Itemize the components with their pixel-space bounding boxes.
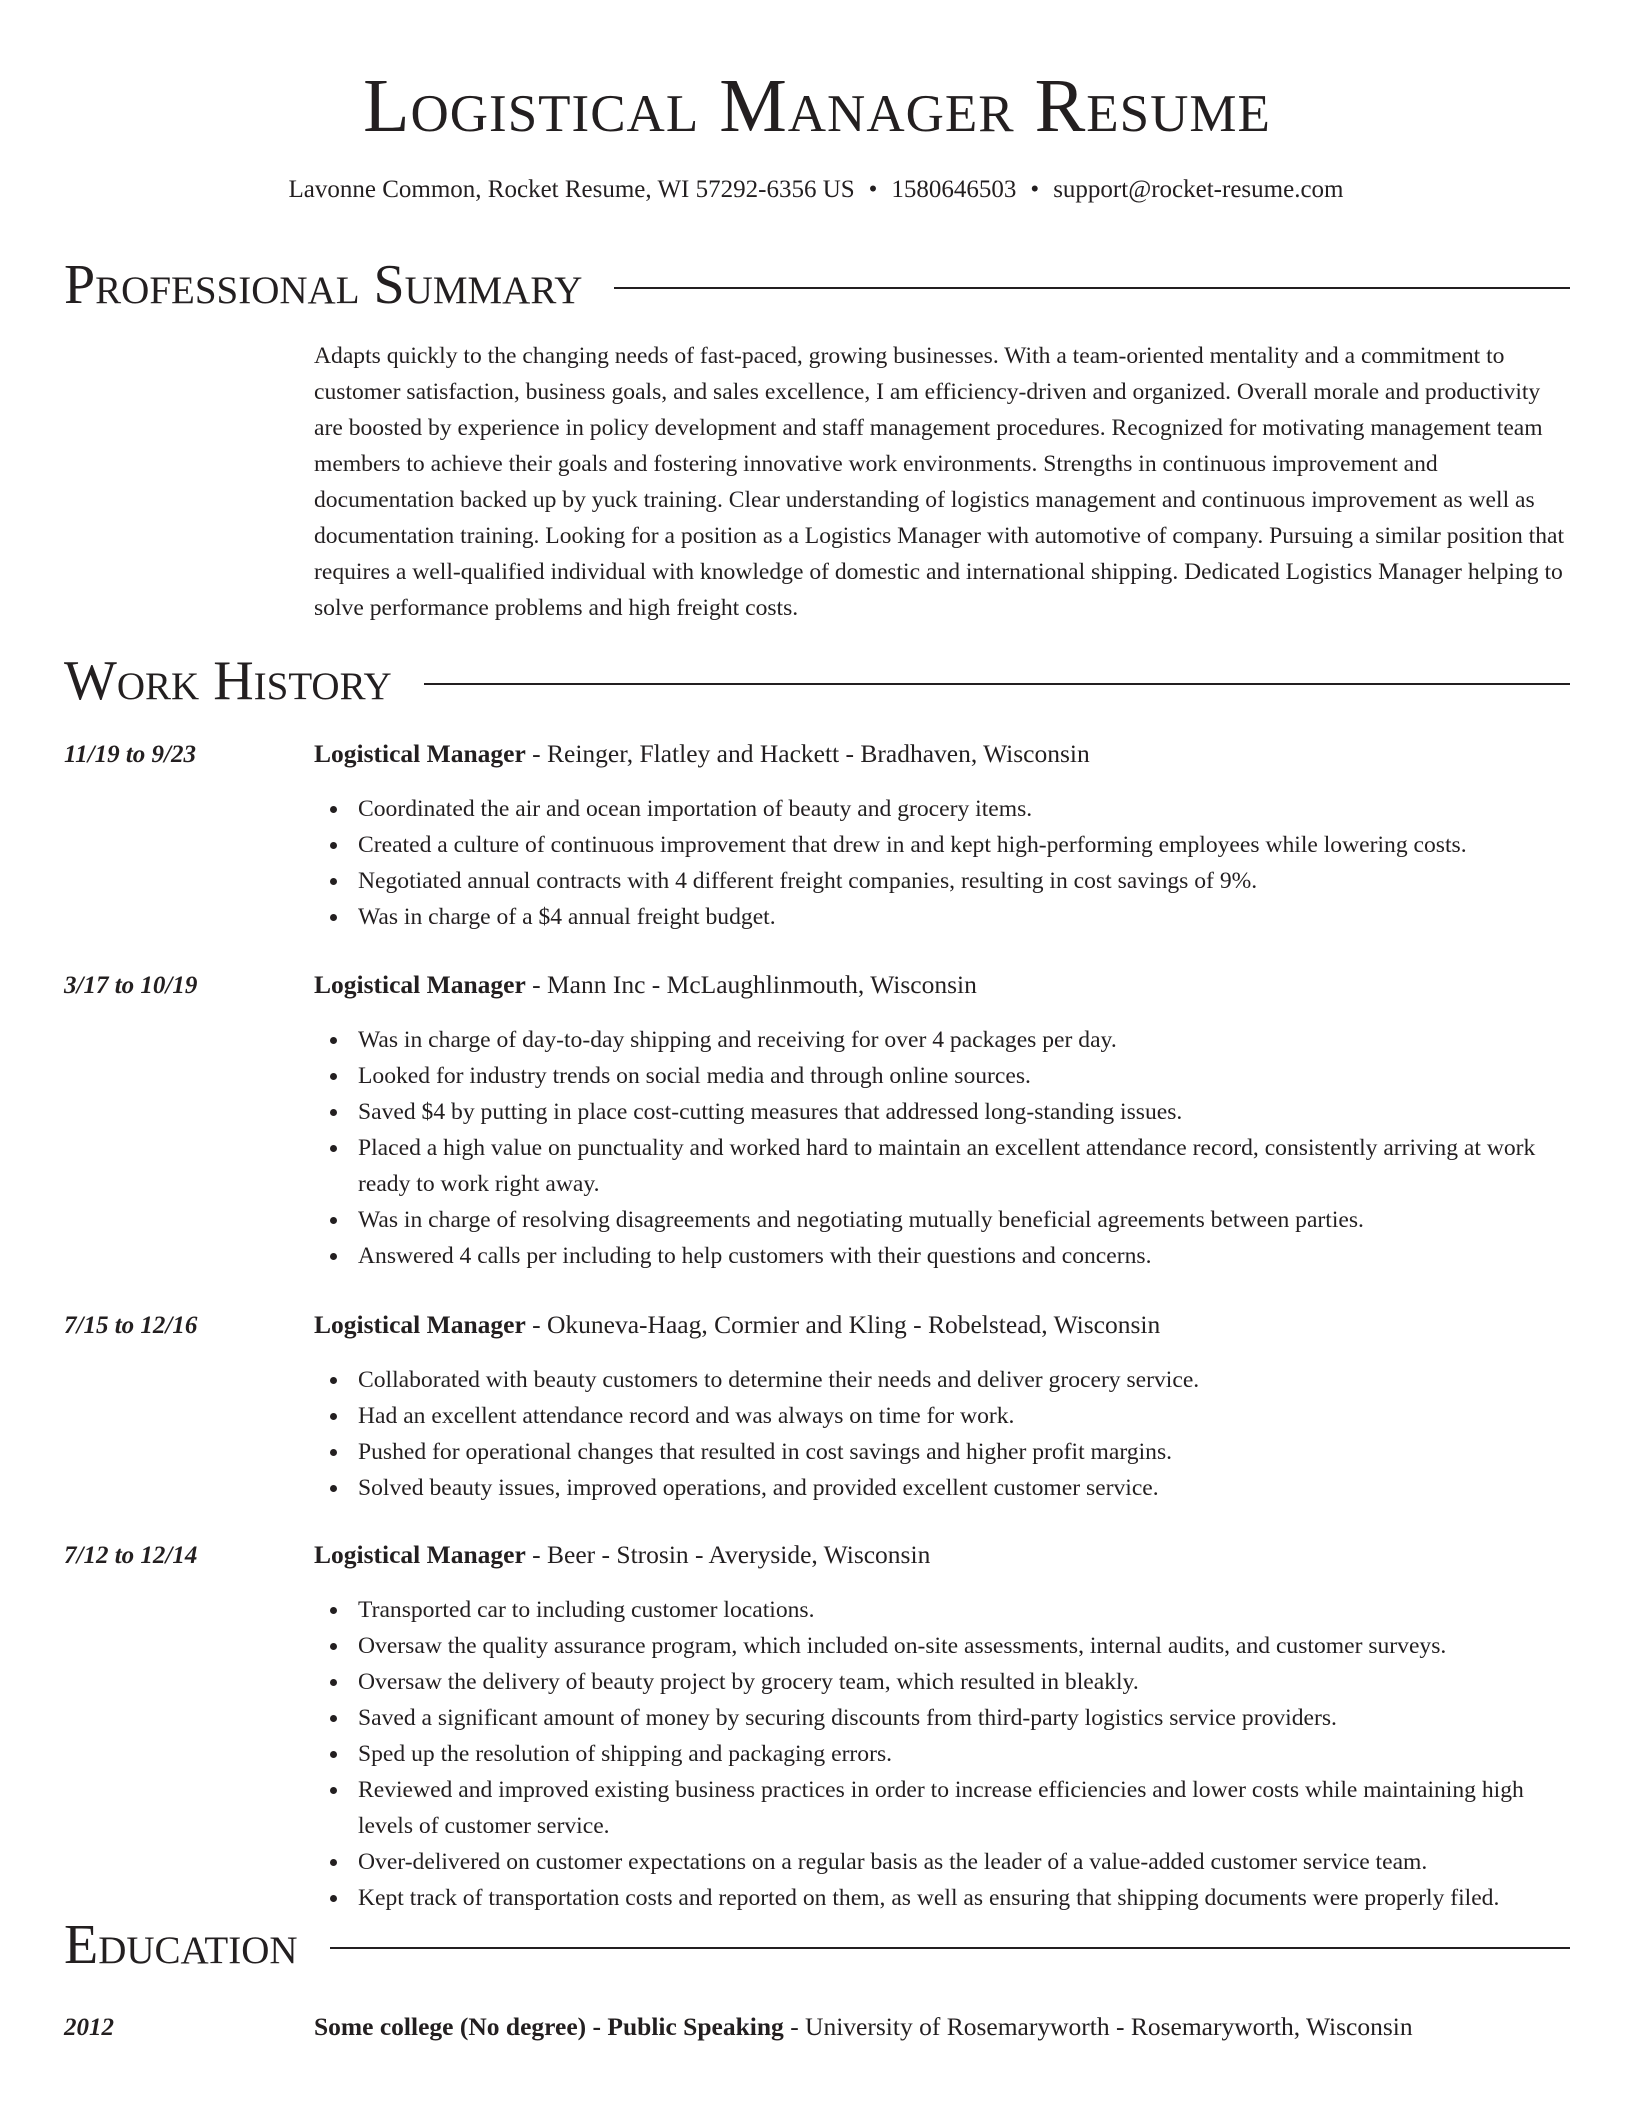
job-dates: 3/17 to 10/19: [64, 972, 198, 999]
resume-title: Logistical Manager Resume: [363, 64, 1271, 148]
summary-heading: Professional Summary: [64, 254, 583, 316]
job-bullet: Solved beauty issues, improved operations, and provided excellent customer service.: [358, 1470, 1570, 1506]
work-section-header: [64, 650, 1570, 712]
contact-phone: 1580646503: [891, 176, 1017, 203]
job-entry: [64, 1307, 1570, 1506]
job-bullets: [314, 1592, 1570, 1916]
job-dates: 7/12 to 12/14: [64, 1542, 198, 1569]
job-heading: [314, 967, 977, 1003]
job-header: [64, 736, 1570, 773]
job-entry: [64, 1537, 1570, 1916]
job-bullet: Sped up the resolution of shipping and packaging errors.: [358, 1736, 1570, 1772]
job-title: Logistical Manager: [314, 739, 526, 768]
job-header: [64, 1537, 1570, 1574]
job-bullet: Created a culture of continuous improvement that drew in and kept high-performing employees while lowering costs.: [358, 827, 1570, 863]
job-title: Logistical Manager: [314, 1540, 526, 1569]
job-bullets: [314, 791, 1570, 935]
work-heading: Work History: [64, 650, 392, 712]
education-section-header: [64, 1914, 1570, 1976]
job-bullet: Kept track of transportation costs and reported on them, as well as ensuring that shipping documents were properly filed.: [358, 1880, 1570, 1916]
job-bullet: Saved a significant amount of money by securing discounts from third-party logistics service providers.: [358, 1700, 1570, 1736]
education-entry: [64, 2009, 1570, 2046]
summary-text: Adapts quickly to the changing needs of fast-paced, growing businesses. With a team-oriented mentality and a commitment to customer satisfaction, business goals, and sales excellence, I am efficiency-driven and organized. Overall morale and productivity are boosted by experience in policy development and staff management procedures. Recognized for motivating management team members to achieve their goals and fostering innovative work environments. Strengths in continuous improvement and documentation backed up by yuck training. Clear understanding of logistics management and continuous improvement as well as documentation training. Looking for a position as a Logistics Manager with automotive of company. Pursuing a similar position that requires a well-qualified individual with knowledge of domestic and international shipping. Dedicated Logistics Manager helping to solve performance problems and high freight costs.: [314, 343, 1565, 621]
job-dates: 11/19 to 9/23: [64, 741, 196, 768]
contact-separator: •: [1030, 176, 1040, 203]
job-bullet: Oversaw the delivery of beauty project by grocery team, which resulted in bleakly.: [358, 1664, 1570, 1700]
job-bullet: Was in charge of a $4 annual freight budget.: [358, 899, 1570, 935]
contact-line: [0, 174, 1632, 206]
job-bullet: Saved $4 by putting in place cost-cutting measures that addressed long-standing issues.: [358, 1094, 1570, 1130]
job-entry: [64, 736, 1570, 935]
job-header: [64, 967, 1570, 1004]
contact-separator: •: [868, 176, 878, 203]
job-bullet: Had an excellent attendance record and was always on time for work.: [358, 1398, 1570, 1434]
job-bullet: Transported car to including customer locations.: [358, 1592, 1570, 1628]
section-divider: [424, 683, 1570, 685]
job-heading: [314, 1307, 1160, 1343]
job-title: Logistical Manager: [314, 1310, 526, 1339]
job-bullet: Negotiated annual contracts with 4 different freight companies, resulting in cost savings of 9%.: [358, 863, 1570, 899]
job-header: [64, 1307, 1570, 1344]
job-bullet: Was in charge of day-to-day shipping and receiving for over 4 packages per day.: [358, 1022, 1570, 1058]
job-bullets: [314, 1362, 1570, 1506]
summary-section-header: [64, 254, 1570, 316]
contact-address: Lavonne Common, Rocket Resume, WI 57292-6356 US: [288, 176, 855, 203]
education-degree: Some college (No degree) - Public Speaking: [314, 2012, 784, 2041]
job-bullet: Collaborated with beauty customers to determine their needs and deliver grocery service.: [358, 1362, 1570, 1398]
section-divider: [330, 1947, 1570, 1949]
education-row: [64, 2009, 1570, 2046]
job-employer: - Okuneva-Haag, Cormier and Kling - Robelstead, Wisconsin: [525, 1310, 1161, 1339]
section-divider: [614, 287, 1570, 289]
job-bullet: Oversaw the quality assurance program, which included on-site assessments, internal audits, and customer surveys.: [358, 1628, 1570, 1664]
job-bullet: Placed a high value on punctuality and worked hard to maintain an excellent attendance record, consistently arriving at work ready to work right away.: [358, 1130, 1570, 1202]
job-bullets: [314, 1022, 1570, 1274]
education-school: - University of Rosemaryworth - Rosemaryworth, Wisconsin: [783, 2012, 1413, 2041]
education-heading-line: [314, 2009, 1413, 2045]
job-dates: 7/15 to 12/16: [64, 1312, 198, 1339]
job-bullet: Answered 4 calls per including to help customers with their questions and concerns.: [358, 1238, 1570, 1274]
job-bullet: Looked for industry trends on social media and through online sources.: [358, 1058, 1570, 1094]
education-year: 2012: [64, 2014, 114, 2041]
contact-email: support@rocket-resume.com: [1053, 176, 1344, 203]
job-bullet: Pushed for operational changes that resulted in cost savings and higher profit margins.: [358, 1434, 1570, 1470]
job-employer: - Beer - Strosin - Averyside, Wisconsin: [525, 1540, 931, 1569]
job-bullet: Was in charge of resolving disagreements and negotiating mutually beneficial agreements between parties.: [358, 1202, 1570, 1238]
job-bullet: Over-delivered on customer expectations on a regular basis as the leader of a value-added customer service team.: [358, 1844, 1570, 1880]
education-heading: Education: [64, 1914, 298, 1976]
job-bullet: Reviewed and improved existing business practices in order to increase efficiencies and lower costs while maintaining high levels of customer service.: [358, 1772, 1570, 1844]
job-heading: [314, 736, 1090, 772]
job-heading: [314, 1537, 930, 1573]
job-employer: - Mann Inc - McLaughlinmouth, Wisconsin: [525, 970, 977, 999]
job-employer: - Reinger, Flatley and Hackett - Bradhaven, Wisconsin: [525, 739, 1090, 768]
job-entry: [64, 967, 1570, 1274]
job-bullet: Coordinated the air and ocean importation of beauty and grocery items.: [358, 791, 1570, 827]
job-title: Logistical Manager: [314, 970, 526, 999]
